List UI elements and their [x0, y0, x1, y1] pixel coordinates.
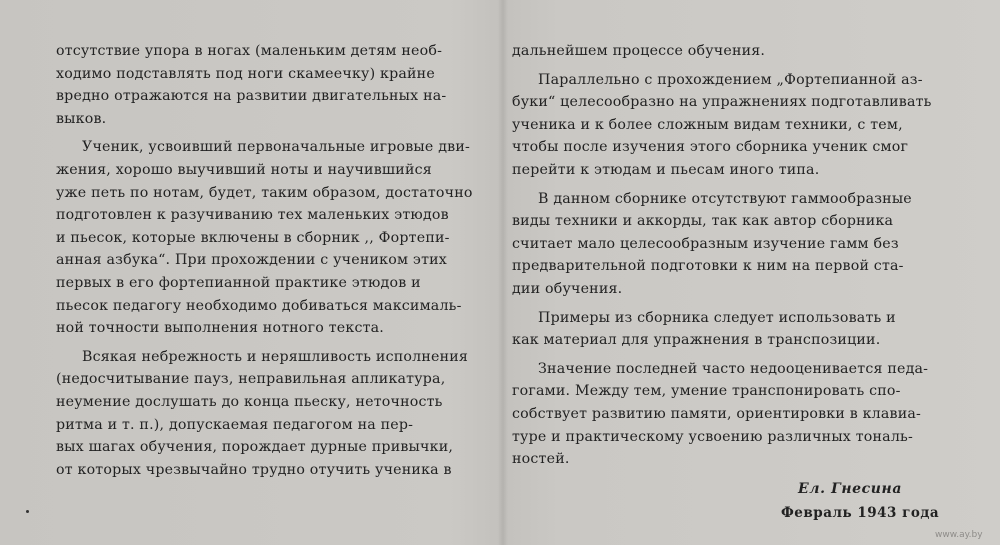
text-line: от которых чрезвычайно трудно отучить ученика в — [56, 461, 452, 478]
text-line: вредно отражаются на развитии двигательных на- — [56, 88, 447, 105]
text-line: Всякая небрежность и неряшливость исполнения — [82, 348, 469, 365]
site-watermark: www.ay.by — [935, 530, 983, 540]
text-line: жения, хорошо выучивший ноты и научившийся — [56, 161, 432, 178]
text-line: ходимо подставлять под ноги скамеечку) крайне — [56, 65, 435, 82]
text-line: отсутствие упора в ногах (маленьким детям необ- — [56, 43, 443, 59]
text-line: виды техники и аккорды, так как автор сборника — [512, 213, 894, 230]
text-line: гогами. Между тем, умение транспонировать спо- — [512, 383, 901, 400]
text-line: дии обучения. — [512, 280, 623, 297]
text-line: как материал для упражнения в транспозиции. — [512, 332, 881, 349]
signature-date: Февраль 1943 года — [781, 505, 940, 521]
text-line: В данном сборнике отсутствуют гаммообразные — [538, 190, 912, 207]
text-line: чтобы после изучения этого сборника ученик смог — [512, 139, 909, 156]
text-line: уже петь по нотам, будет, таким образом, достаточно — [56, 184, 473, 201]
text-line: буки“ целесообразно на упражнениях подготавливать — [512, 94, 932, 111]
text-line: перейти к этюдам и пьесам иного типа. — [512, 161, 820, 178]
text-line: и пьесок, которые включены в сборник ,, Фортепи- — [56, 229, 450, 246]
text-line: считает мало целесообразным изучение гамм без — [512, 235, 899, 252]
text-line: неумение дослушать до конца пьеску, неточность — [56, 393, 443, 410]
text-line: вых шагах обучения, порождает дурные привычки, — [56, 439, 454, 456]
author-signature: Ел. Гнесина — [798, 481, 903, 497]
text-line: Значение последней часто недооценивается педа- — [538, 360, 929, 377]
text-line: туре и практическому усвоению различных тональ- — [512, 428, 913, 445]
text-line: ной точности выполнения нотного текста. — [56, 320, 385, 337]
left-column — [56, 40, 494, 481]
text-line: Параллельно с прохождением „Фортепианной аз- — [538, 71, 923, 88]
text-line: подготовлен к разучиванию тех маленьких этюдов — [56, 207, 449, 224]
text-line: предварительной подготовки к ним на первой ста- — [512, 258, 904, 275]
text-line: выков. — [56, 110, 107, 127]
text-line: собствует развитию памяти, ориентировки в клавиа- — [512, 405, 922, 422]
right-column — [512, 40, 957, 471]
text-line: (недосчитывание пауз, неправильная апликатура, — [56, 371, 446, 388]
text-line: ритма и т. п.), допускаемая педагогом на пер- — [56, 416, 414, 433]
text-line: пьесок педагогу необходимо добиваться максималь- — [56, 297, 462, 314]
print-speck — [26, 510, 29, 513]
text-line: анная азбука“. При прохождении с учеником этих — [56, 252, 447, 269]
text-line: ученика и к более сложным видам техники, с тем, — [512, 116, 903, 133]
text-line: дальнейшем процессе обучения. — [512, 43, 766, 59]
page-fold — [498, 0, 508, 545]
text-line: первых в его фортепианной практике этюдов и — [56, 274, 421, 291]
text-line: Ученик, усвоивший первоначальные игровые дви- — [82, 139, 470, 156]
text-line: Примеры из сборника следует использовать и — [538, 309, 896, 326]
text-line: ностей. — [512, 451, 570, 468]
